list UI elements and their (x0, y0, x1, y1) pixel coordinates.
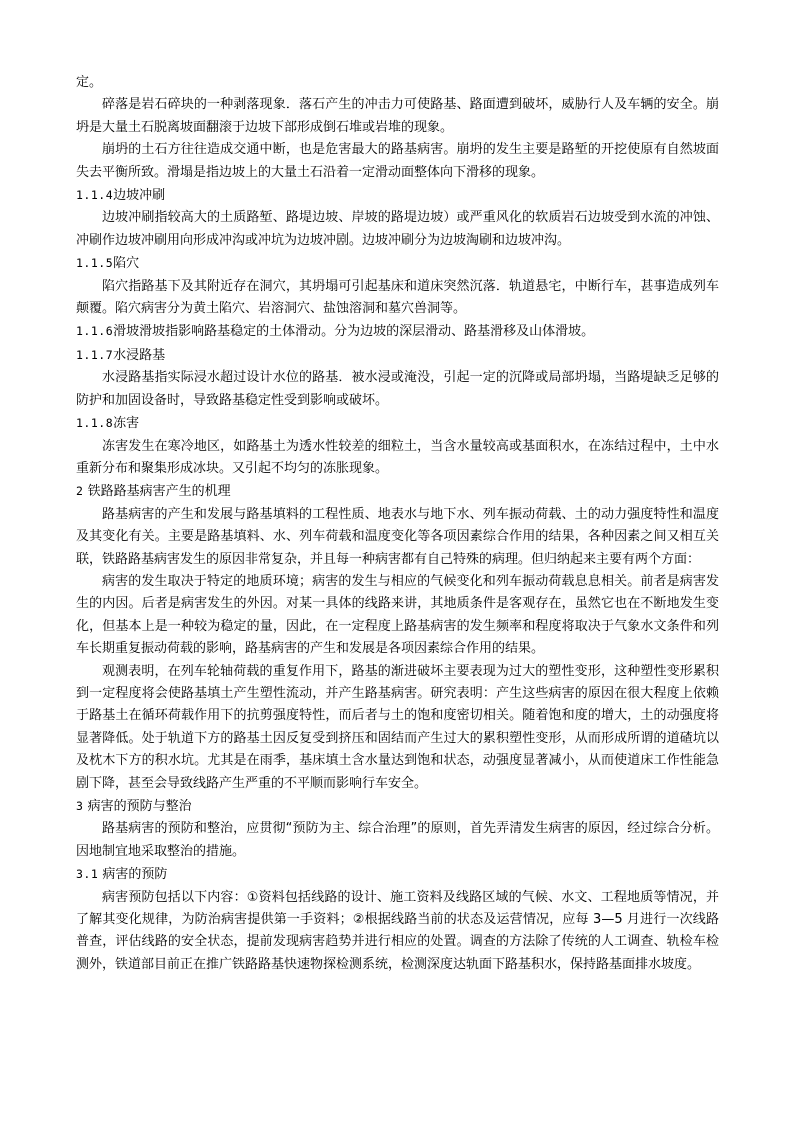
heading-text: 冻害 (113, 416, 140, 432)
paragraph-rockfall: 碎落是岩石碎块的一种剥落现象．落石产生的冲击力可使路基、路面遭到破坏，威胁行人及车辆的安全。崩坍是大量土石脱离坡面翻滚于边坡下部形成倒石堆或岩堆的现象。 (76, 97, 719, 135)
heading-1-1-7 (76, 344, 719, 367)
document-body (76, 72, 719, 976)
heading-number: 3 (76, 799, 84, 813)
paragraph-prevention-principle: 路基病害的预防和整治，应贯彻“预防为主、综合治理”的原则，首先弄清发生病害的原因，经过综合分析。因地制宜地采取整治的措施。 (76, 821, 719, 859)
heading-number: 1.1.8 (76, 416, 114, 431)
heading-text: 水浸路基 (113, 347, 166, 363)
paragraph-mechanism-observation: 观测表明，在列车轮轴荷载的重复作用下，路基的渐进破坏主要表现为过大的塑性变形，这种塑性变形累积到一定程度将会使路基填土产生塑性流动，并产生路基病害。研究表明：产生这些病害的原因在很大程度上依赖于路基土在循环荷载作用下的抗剪强度特性，而后者与土的饱和度密切相关。随着饱和度的增大，土的动强度将显著降低。处于轨道下方的路基土因反复受到挤压和固结而产生过大的累积塑性变形，从而形成所谓的道碴坑以及枕木下方的积水坑。尤其是在雨季，基床填土含水量达到饱和状态，动强度显著减小，从而使道床工作性能急剧下降，甚至会导致线路产生严重的不平顺而影响行车安全。 (76, 663, 719, 791)
paragraph-mechanism-causes: 病害的发生取决于特定的地质环境；病害的发生与相应的气候变化和列车振动荷载息息相关。前者是病害发生的内因。后者是病害发生的外因。对某一具体的线路来讲，其地质条件是客观存在，虽然它也在不断地发生变化，但基本上是一种较为稳定的量，因此，在一定程度上路基病害的发生频率和程度将取决于气象水文条件和列车长期重复振动荷载的影响，路基病害的产生和发展是各项因素综合作用的结果。 (76, 573, 719, 657)
heading-2 (76, 480, 719, 503)
heading-3-1 (76, 863, 719, 886)
paragraph-mechanism-intro: 路基病害的产生和发展与路基填料的工程性质、地表水与地下水、列车振动荷载、土的动力强度特性和温度及其变化有关。主要是路基填料、水、列车荷载和温度变化等各项因素综合作用的结果，各种因素之间又相互关联，铁路路基病害发生的原因非常复杂，并且每一种病害都有自己特殊的病理。但归纳起来主要有两个方面： (76, 506, 719, 567)
heading-1-1-5 (76, 252, 719, 275)
paragraph-sinkhole: 陷穴指路基下及其附近存在洞穴，其坍塌可引起基床和道床突然沉落．轨道悬宅，中断行车，甚事造成列车颠覆。陷穴病害分为黄土陷穴、岩溶洞穴、盐蚀溶洞和墓穴兽洞等。 (76, 278, 719, 317)
heading-text: 边坡冲刷 (113, 188, 166, 204)
heading-text: 滑坡滑坡指影响路基稳定的土体滑动。分为边坡的深层滑动、路基滑移及山体滑坡。 (113, 324, 595, 340)
heading-text: 铁路路基病害产生的机理 (87, 484, 231, 500)
paragraph-flooded-subgrade: 水浸路基指实际浸水超过设计水位的路基．被水浸或淹没，引起一定的沉降或局部坍塌，当路堤缺乏足够的防护和加固设备时，导致路基稳定性受到影响或破坏。 (76, 370, 719, 408)
heading-text: 病害的预防 (102, 867, 168, 883)
paragraph-continuation: 定。 (76, 75, 103, 90)
paragraph-collapse: 崩坍的土石方往往造成交通中断，也是危害最大的路基病害。崩坍的发生主要是路堑的开挖使原有自然坡面失去平衡所致。滑塌是指边坡上的大量土石沿着一定滑动面整体向下滑移的现象。 (76, 142, 719, 180)
heading-number: 1.1.7 (76, 347, 114, 362)
heading-text: 陷穴 (113, 256, 140, 272)
heading-number: 1.1.5 (76, 256, 114, 271)
heading-number: 1.1.6 (76, 324, 114, 339)
paragraph-slope-scour: 边坡冲刷指较高大的土质路堑、路堤边坡、岸坡的路堤边坡）或严重风化的软质岩石边坡受到水流的冲蚀、冲刷作边坡冲刷用向形成冲沟或冲坑为边坡冲剧。边坡冲刷分为边坡淘刷和边坡冲沟。 (76, 210, 719, 248)
heading-text: 病害的预防与整治 (87, 799, 192, 814)
heading-1-1-4 (76, 184, 719, 207)
heading-number: 2 (76, 484, 84, 499)
heading-1-1-8 (76, 412, 719, 435)
heading-number: 3.1 (76, 867, 99, 882)
heading-3 (76, 795, 719, 818)
heading-number: 1.1.4 (76, 188, 114, 203)
paragraph-frost-damage: 冻害发生在寒冷地区，如路基土为透水性较差的细粒土，当含水量较高或基面积水，在冻结过程中，土中水重新分布和聚集形成冰块。又引起不均匀的冻胀现象。 (76, 438, 719, 476)
paragraph-prevention-content: 病害预防包括以下内容：①资料包括线路的设计、施工资料及线路区域的气候、水文、工程地质等情况，并了解其变化规律，为防治病害提供第一手资料；②根据线路当前的状态及运营情况，应每 3—5 月进行一次线路普查，评估线路的安全状态，提前发现病害趋势并进行相应的处置。调查的方法除了传统的人工调查、轨检车检测外，铁道部目前正在推广铁路路基快速物探检测系统，检测深度达轨面下路基积水，保持路基面排水坡度。 (76, 889, 719, 972)
heading-1-1-6 (76, 320, 719, 343)
